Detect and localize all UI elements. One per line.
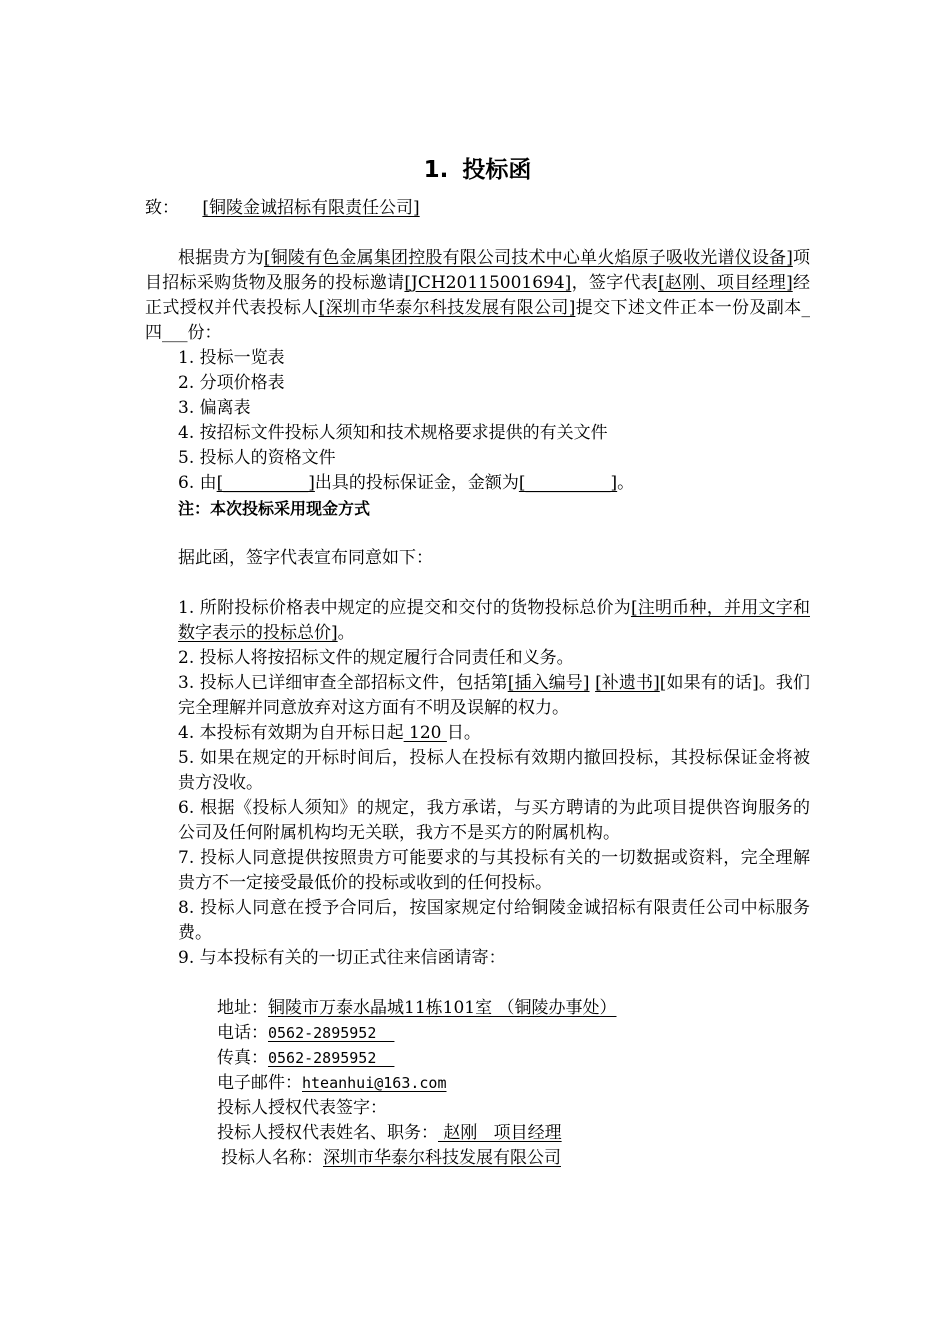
contact-address: 地址：铜陵市万泰水晶城11栋101室 （铜陵办事处） [217,998,617,1018]
term-item: 2. 投标人将按招标文件的规定履行合同责任和义务。 [178,648,574,668]
contact-email: 电子邮件：hteanhui@163.com [217,1073,447,1093]
tender-number: [JCH20115001694] [404,273,572,293]
intro-paragraph [145,246,810,346]
project-name: [铜陵有色金属集团控股有限公司技术中心单火焰原子吸收光谱仪设备] [263,248,793,268]
representative-value: 赵刚 项目经理 [438,1123,562,1143]
fax-value: 0562-2895952 [268,1049,395,1067]
bidder-line: 投标人名称：深圳市华泰尔科技发展有限公司 [221,1148,561,1168]
term-item: 9. 与本投标有关的一切正式往来信函请寄： [178,948,506,968]
term-item: 6. 根据《投标人须知》的规定，我方承诺，与买方聘请的为此项目提供咨询服务的公司及任何附属机构均无关联，我方不是买方的附属机构。 [178,798,810,843]
address-value: 铜陵市万泰水晶城11栋101室 （铜陵办事处） [268,998,617,1018]
document-list [145,346,810,521]
term-item: 8. 投标人同意在授予合同后，按国家规定付给铜陵金诚招标有限责任公司中标服务费。 [178,898,810,943]
list-item: 1. 投标一览表 [178,348,285,368]
terms-list [145,596,810,971]
total-price-placeholder: [注明币种，并用文字和数字表示的投标总价] [178,598,810,643]
bond-amount: [__________] [518,473,618,493]
intro-text-2: 项目招标采购货物及服务的投标邀请 [145,248,811,293]
intro-text-5: 提交下述文件正本一份及副本 [575,298,802,318]
payment-note: 注：本次投标采用现金方式 [178,499,371,518]
term-item: 4. 本投标有效期为自开标日起 120 日。 [178,723,481,743]
bidder-name: [深圳市华泰尔科技发展有限公司] [318,298,576,318]
representative-name: [赵刚、项目经理] [658,273,793,293]
list-item-bond: 6. 由[__________]出具的投标保证金，金额为[__________]。 [178,473,635,493]
term-item: 5. 如果在规定的开标时间后，投标人在投标有效期内撤回投标，其投标保证金将被贵方没收。 [178,748,810,793]
declaration-intro: 据此函，签字代表宣布同意如下： [178,548,433,568]
intro-text-4: 经正式授权并代表投标人 [145,273,811,318]
term-item: 7. 投标人同意提供按照贵方可能要求的与其投标有关的一切数据或资料，完全理解贵方不一定接受最低价的投标或收到的任何投标。 [178,848,810,893]
phone-value: 0562-2895952 [268,1024,395,1042]
contact-block [145,996,810,1171]
intro-text-1: 根据贵方为 [178,248,264,268]
intro-text-3: ，签字代表 [571,273,659,293]
bidder-value: 深圳市华泰尔科技发展有限公司 [323,1148,561,1168]
copies-count: _四___ [145,298,811,343]
bond-issuer: [__________] [216,473,315,493]
representative-line: 投标人授权代表姓名、职务： 赵刚 项目经理 [217,1123,562,1143]
term-item: 3. 投标人已详细审查全部招标文件，包括第[插入编号] [补遗书][如果有的话]。我们完全理解并同意放弃对这方面有不明及误解的权力。 [178,673,811,718]
validity-days: 120 [403,723,447,743]
page-title [145,150,810,190]
list-item: 4. 按招标文件投标人须知和技术规格要求提供的有关文件 [178,423,608,443]
recipient-line [145,196,810,221]
signature-line: 投标人授权代表签字： [217,1098,387,1118]
intro-text-6: 份： [187,323,222,343]
list-item: 2. 分项价格表 [178,373,285,393]
email-value: hteanhui@163.com [302,1074,447,1092]
list-item: 3. 偏离表 [178,398,251,418]
contact-phone: 电话：0562-2895952 [217,1023,395,1043]
title-number: 1. [423,157,449,183]
addendum-placeholder: [补遗书] [595,673,660,693]
title-text: 投标函 [462,157,532,183]
recipient-label: 致： [145,198,179,218]
number-placeholder: [插入编号] [507,673,590,693]
term-item: 1. 所附投标价格表中规定的应提交和交付的货物投标总价为[注明币种，并用文字和数字表示的投标总价]。 [178,598,810,643]
list-item: 5. 投标人的资格文件 [178,448,336,468]
recipient-name: [铜陵金诚招标有限责任公司] [202,198,420,218]
bid-letter-page [145,150,810,1171]
contact-fax: 传真：0562-2895952 [217,1048,395,1068]
